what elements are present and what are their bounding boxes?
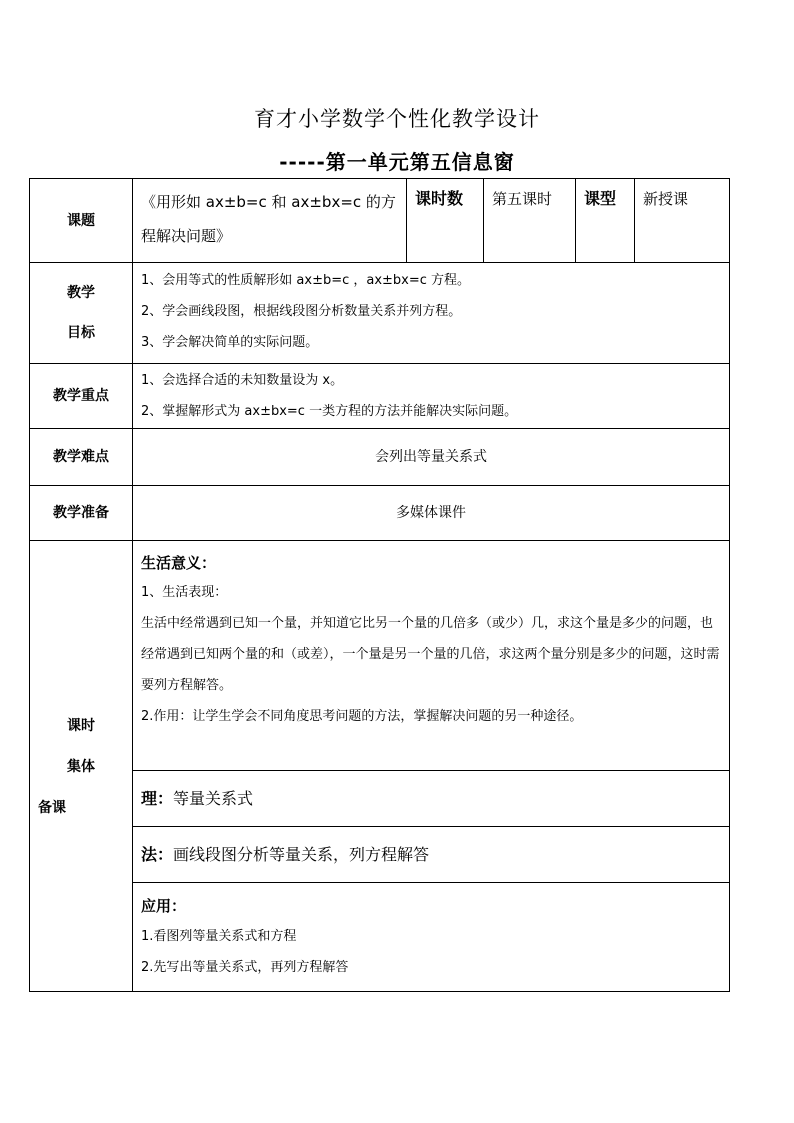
key-point-item: 1、会选择合适的未知数量设为 x。 [141, 373, 344, 388]
application-row [30, 883, 730, 992]
preparation-row [30, 486, 730, 541]
difficulty-label: 教学难点 [30, 429, 133, 486]
life-expression-line: 1、生活表现： [141, 585, 228, 600]
goals-row [30, 263, 730, 364]
difficulty-value: 会列出等量关系式 [133, 429, 730, 486]
life-effect-line: 2.作用：让学生学会不同角度思考问题的方法，掌握解决问题的另一种途径。 [141, 709, 583, 724]
application-heading: 应用： [141, 897, 187, 915]
goals-label-line2: 目标 [67, 325, 95, 341]
goals-label-line1: 教学 [67, 285, 95, 301]
lesson-type-label: 课型 [576, 179, 635, 263]
life-meaning-content [133, 541, 730, 771]
collective-label-line3: 备课 [38, 800, 66, 816]
difficulty-row [30, 429, 730, 486]
lesson-hours-value: 第五课时 [484, 179, 576, 263]
principle-content [133, 771, 730, 827]
principle-row [30, 771, 730, 827]
principle-prefix: 理： [141, 788, 174, 808]
life-meaning-heading: 生活意义： [141, 554, 217, 572]
goals-content [133, 263, 730, 364]
method-row [30, 827, 730, 883]
goals-label [30, 263, 133, 364]
lesson-plan-table [29, 178, 730, 992]
key-points-content [133, 364, 730, 429]
key-point-item: 2、掌握解形式为 ax±bx=c 一类方程的方法并能解决实际问题。 [141, 404, 518, 419]
life-meaning-row [30, 541, 730, 771]
key-points-label: 教学重点 [30, 364, 133, 429]
collective-label-line1: 课时 [67, 718, 95, 734]
application-item: 2.先写出等量关系式，再列方程解答 [141, 960, 349, 975]
preparation-value: 多媒体课件 [133, 486, 730, 541]
application-content [133, 883, 730, 992]
document-subtitle: -----第一单元第五信息窗 [279, 150, 515, 174]
document-title: 育才小学数学个性化教学设计 [254, 107, 540, 131]
key-points-row [30, 364, 730, 429]
topic-row [30, 179, 730, 263]
collective-prep-label [30, 541, 133, 992]
principle-text: 等量关系式 [173, 788, 254, 808]
goal-item: 3、学会解决简单的实际问题。 [141, 335, 319, 350]
method-text: 画线段图分析等量关系，列方程解答 [173, 844, 430, 864]
lesson-type-value: 新授课 [635, 179, 730, 263]
preparation-label: 教学准备 [30, 486, 133, 541]
method-prefix: 法： [141, 844, 174, 864]
method-content [133, 827, 730, 883]
collective-label-line2: 集体 [67, 759, 95, 775]
application-item: 1.看图列等量关系式和方程 [141, 929, 297, 944]
life-expression-paragraph: 生活中经常遇到已知一个量，并知道它比另一个量的几倍多（或少）几，求这个量是多少的问题，也经常遇到已知两个量的和（或差），一个量是另一个量的几倍，求这两个量分别是多少的问题，这时需要列方程解答。 [141, 616, 720, 693]
goal-item: 2、学会画线段图，根据线段图分析数量关系并列方程。 [141, 304, 462, 319]
lesson-hours-label: 课时数 [407, 179, 484, 263]
goal-item: 1、会用等式的性质解形如 ax±b=c ，ax±bx=c 方程。 [141, 273, 471, 288]
topic-label: 课题 [30, 179, 133, 263]
topic-value: 《用形如 ax±b=c 和 ax±bx=c 的方程解决问题》 [133, 179, 407, 263]
